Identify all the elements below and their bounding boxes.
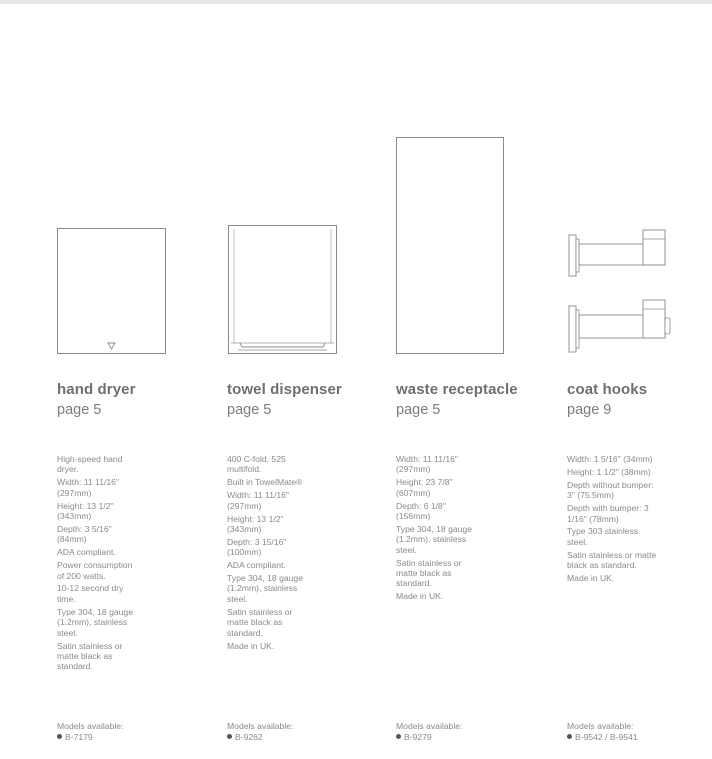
- models-available-coat-hooks: [567, 721, 638, 742]
- models-codes: [57, 732, 123, 742]
- spec-item: Power consumption of 200 watts.: [57, 560, 133, 581]
- model-code: B-9262: [235, 732, 263, 742]
- spec-item: Width: 1 5/16" (34mm): [567, 454, 653, 464]
- models-available-towel-dispenser: [227, 721, 293, 742]
- models-codes: [227, 732, 293, 742]
- bullet-icon: [567, 734, 572, 739]
- spec-item: Type 303 stainless steel.: [567, 526, 639, 547]
- product-page-ref: page 9: [567, 402, 612, 418]
- spec-item: Height: 23 7/8" (607mm): [396, 477, 453, 498]
- model-code: B-9542 / B-9541: [575, 732, 638, 742]
- bullet-icon: [57, 734, 62, 739]
- models-label: Models available:: [227, 721, 294, 731]
- spec-item: Depth with bumper: 3 1/16" (78mm): [567, 503, 649, 524]
- spec-item: Satin stainless or matte black as standard.: [567, 549, 657, 571]
- product-column-hand-dryer: [57, 380, 217, 674]
- spec-item: ADA compliant.: [57, 547, 116, 558]
- spec-item: Type 304, 18 gauge (1.2mm), stainless steel.: [57, 606, 133, 638]
- spec-list: [57, 454, 217, 672]
- spec-list: [567, 454, 712, 583]
- spec-item: Depth: 3 15/16" (100mm): [227, 536, 287, 558]
- product-title: towel dispenser: [227, 381, 342, 398]
- product-title: coat hooks: [567, 381, 648, 398]
- coat-hook-bumper-drawing: [566, 296, 678, 354]
- product-title: waste receptacle: [396, 381, 518, 398]
- product-column-coat-hooks: [567, 380, 712, 586]
- models-label: Models available:: [396, 721, 463, 731]
- spec-item: Width: 11 11/16" (297mm): [396, 454, 458, 475]
- spec-item: 10-12 second dry time.: [57, 583, 124, 604]
- spec-item: Depth: 6 1/8" (156mm): [396, 500, 446, 522]
- spec-item: Made in UK.: [396, 591, 444, 602]
- product-page-ref: page 5: [227, 402, 272, 418]
- models-codes: [567, 732, 638, 742]
- spec-item: Satin stainless or matte black as standard.: [227, 606, 293, 638]
- model-code: B-7179: [65, 732, 93, 742]
- spec-item: High-speed hand dryer.: [57, 454, 123, 475]
- spec-item: Type 304, 18 gauge (1.2mm), stainless steel.: [227, 573, 303, 604]
- spec-item: Made in UK.: [227, 640, 275, 651]
- spec-item: Width: 11 11/16" (297mm): [227, 490, 289, 511]
- models-codes: [396, 732, 462, 742]
- models-available-hand-dryer: [57, 721, 123, 742]
- bullet-icon: [227, 734, 232, 739]
- spec-item: Height: 13 1/2" (343mm): [57, 500, 114, 522]
- spec-item: Satin stainless or matte black as standard.: [57, 640, 123, 672]
- hand-dryer-drawing: [57, 228, 166, 354]
- product-column-towel-dispenser: [227, 380, 387, 653]
- spec-item: Type 304, 18 gauge (1.2mm), stainless steel.: [396, 523, 472, 555]
- spec-item: 400 C-fold, 525 multifold.: [227, 454, 286, 475]
- models-label: Models available:: [567, 721, 634, 731]
- spec-item: Depth: 3 5/16" (84mm): [57, 523, 112, 545]
- spec-list: [396, 454, 556, 602]
- spec-item: Height: 1 1/2" (38mm): [567, 466, 651, 477]
- spec-item: Width: 11 11/16" (297mm): [57, 477, 119, 498]
- spec-item: Built in TowelMate®: [227, 477, 303, 488]
- coat-hook-top-drawing: [566, 226, 672, 280]
- spec-item: ADA compliant.: [227, 560, 286, 571]
- models-label: Models available:: [57, 721, 124, 731]
- waste-receptacle-drawing: [396, 137, 504, 354]
- towel-dispenser-drawing: [228, 225, 337, 354]
- spec-list: [227, 454, 387, 651]
- bullet-icon: [396, 734, 401, 739]
- product-page-ref: page 5: [57, 402, 102, 418]
- spec-item: Made in UK.: [567, 573, 615, 584]
- spec-item: Depth without bumper: 3" (75.5mm): [567, 479, 654, 501]
- spec-item: Height: 13 1/2" (343mm): [227, 513, 284, 534]
- spec-item: Satin stainless or matte black as standard.: [396, 557, 462, 589]
- product-column-waste-receptacle: [396, 380, 556, 604]
- product-title: hand dryer: [57, 381, 136, 398]
- models-available-waste-receptacle: [396, 721, 462, 742]
- top-divider: [0, 0, 712, 4]
- model-code: B-9279: [404, 732, 432, 742]
- product-page-ref: page 5: [396, 402, 441, 418]
